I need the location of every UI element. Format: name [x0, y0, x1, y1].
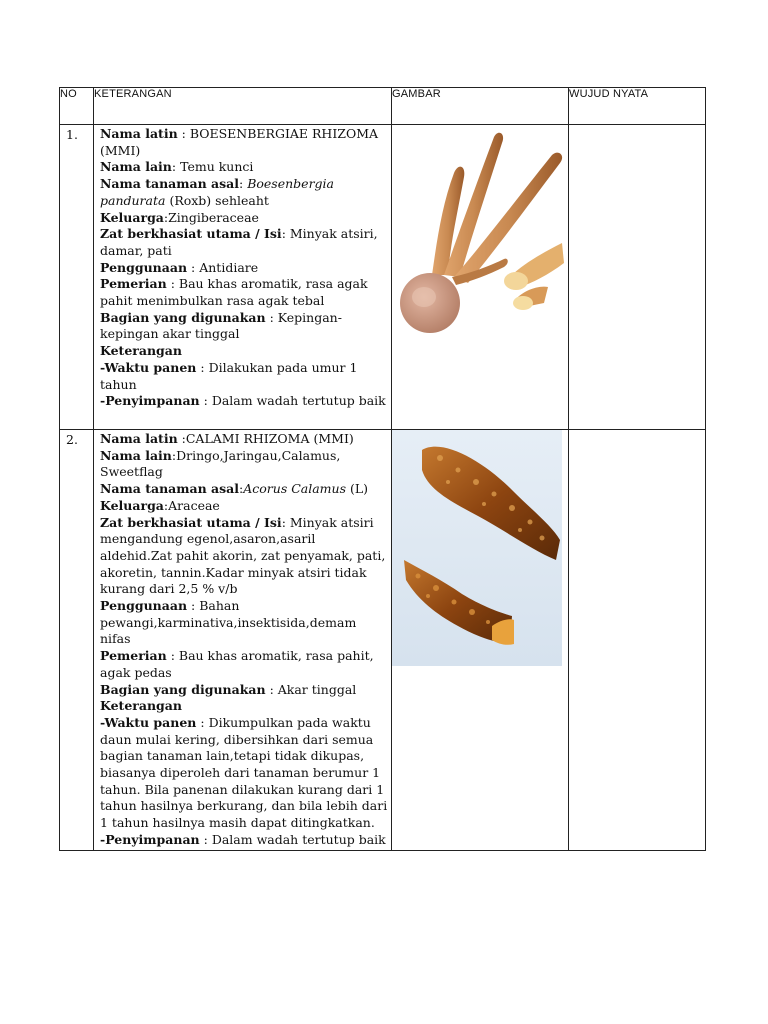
field-label: Pemerian	[100, 648, 167, 664]
header-no: NO	[60, 88, 94, 125]
zat-value: : Minyak atsiri, damar, pati	[100, 226, 378, 258]
bagian-value: : Kepingan-kepingan akar tinggal	[100, 309, 342, 342]
field-label: Bagian yang digunakan	[100, 681, 266, 697]
simpan-value: : Dalam wadah tertutup baik	[199, 831, 386, 847]
field-label: Nama tanaman asal	[100, 176, 240, 192]
table-header-row	[60, 88, 706, 125]
field-label: Nama lain	[100, 447, 172, 463]
field-label: Keluarga	[100, 497, 164, 513]
keluarga-value: :Zingiberaceae	[163, 209, 259, 225]
nama-latin-value: :CALAMI RHIZOMA (MMI)	[177, 431, 354, 446]
row-keterangan	[94, 430, 392, 851]
keluarga-value: :Araceae	[163, 497, 220, 513]
field-label: Nama tanaman asal	[100, 481, 240, 497]
temu-kunci-photo	[392, 125, 568, 337]
field-label: Zat berkhasiat utama / Isi	[100, 226, 282, 242]
field-label: Zat berkhasiat utama / Isi	[100, 514, 282, 530]
nama-lain-value: : Temu kunci	[171, 159, 254, 175]
bagian-value: : Akar tinggal	[265, 681, 357, 697]
field-label: -Waktu panen	[100, 359, 197, 375]
wujud-nyata-cell	[569, 125, 706, 430]
pemerian-value: : Bau khas aromatik, rasa pahit, agak pedas	[100, 648, 374, 680]
keterangan-label: Keterangan	[100, 698, 182, 714]
field-label: Nama lain	[100, 159, 172, 175]
penggunaan-value: : Antidiare	[187, 259, 259, 275]
row-number: 1.	[60, 125, 94, 430]
field-label: Penggunaan	[100, 259, 188, 275]
field-label: -Waktu panen	[100, 714, 197, 730]
keterangan-label: Keterangan	[100, 343, 182, 359]
herbal-table	[59, 87, 706, 851]
header-wujud-nyata: WUJUD NYATA	[569, 88, 706, 125]
species-name: Boesenbergia pandurata	[100, 176, 335, 208]
row-keterangan	[94, 125, 392, 430]
zat-value: : Minyak atsiri mengandung egenol,asaron,asaril aldehid.Zat pahit akorin, zat penyamak, pati, akoretin, tannin.Kadar minyak atsiri tidak kurang dari 2,5 % v/b	[100, 514, 386, 597]
gambar-cell	[392, 430, 569, 851]
calamus-photo	[392, 430, 568, 666]
field-label: Nama latin	[100, 126, 178, 141]
field-label: Nama latin	[100, 431, 178, 446]
nama-latin-value: : BOESENBERGIAE RHIZOMA (MMI)	[100, 126, 379, 158]
table-row	[60, 125, 706, 430]
field-label: Keluarga	[100, 209, 164, 225]
field-label: -Penyimpanan	[100, 393, 200, 409]
gambar-cell	[392, 125, 569, 430]
panen-value: : Dikumpulkan pada waktu daun mulai kering, dibersihkan dari semua bagian tanaman lain,tetapi tidak dikupas, biasanya diperoleh dari tanaman berumur 1 tahun. Bila panenan dilakukan kurang dari 1 tahun hasilnya berkurang, dan bila lebih dari 1 tahun hasilnya masih dapat ditingkatkan.	[100, 714, 388, 831]
species-author: (Roxb) sehleaht	[165, 192, 269, 208]
wujud-nyata-cell	[569, 430, 706, 851]
row-number: 2.	[60, 430, 94, 851]
pemerian-value: : Bau khas aromatik, rasa agak pahit menimbulkan rasa agak tebal	[100, 276, 368, 309]
header-gambar: GAMBAR	[392, 88, 569, 125]
table-row	[60, 430, 706, 851]
simpan-value: : Dalam wadah tertutup baik	[199, 393, 386, 409]
species-author: (L)	[346, 481, 369, 497]
field-label: Pemerian	[100, 276, 167, 292]
separator: :	[239, 176, 248, 192]
rhizome-illustration	[392, 125, 568, 337]
header-keterangan: KETERANGAN	[94, 88, 392, 125]
penggunaan-value: : Bahan pewangi,karminativa,insektisida,demam nifas	[100, 598, 357, 647]
field-label: Penggunaan	[100, 598, 188, 614]
separator: :	[239, 481, 244, 497]
field-label: Bagian yang digunakan	[100, 309, 266, 325]
nama-lain-value: :Dringo,Jaringau,Calamus, Sweetflag	[100, 447, 341, 480]
species-name: Acorus Calamus	[243, 481, 346, 497]
panen-value: : Dilakukan pada umur 1 tahun	[100, 359, 358, 392]
field-label: -Penyimpanan	[100, 831, 200, 847]
rhizome-illustration	[392, 430, 562, 666]
